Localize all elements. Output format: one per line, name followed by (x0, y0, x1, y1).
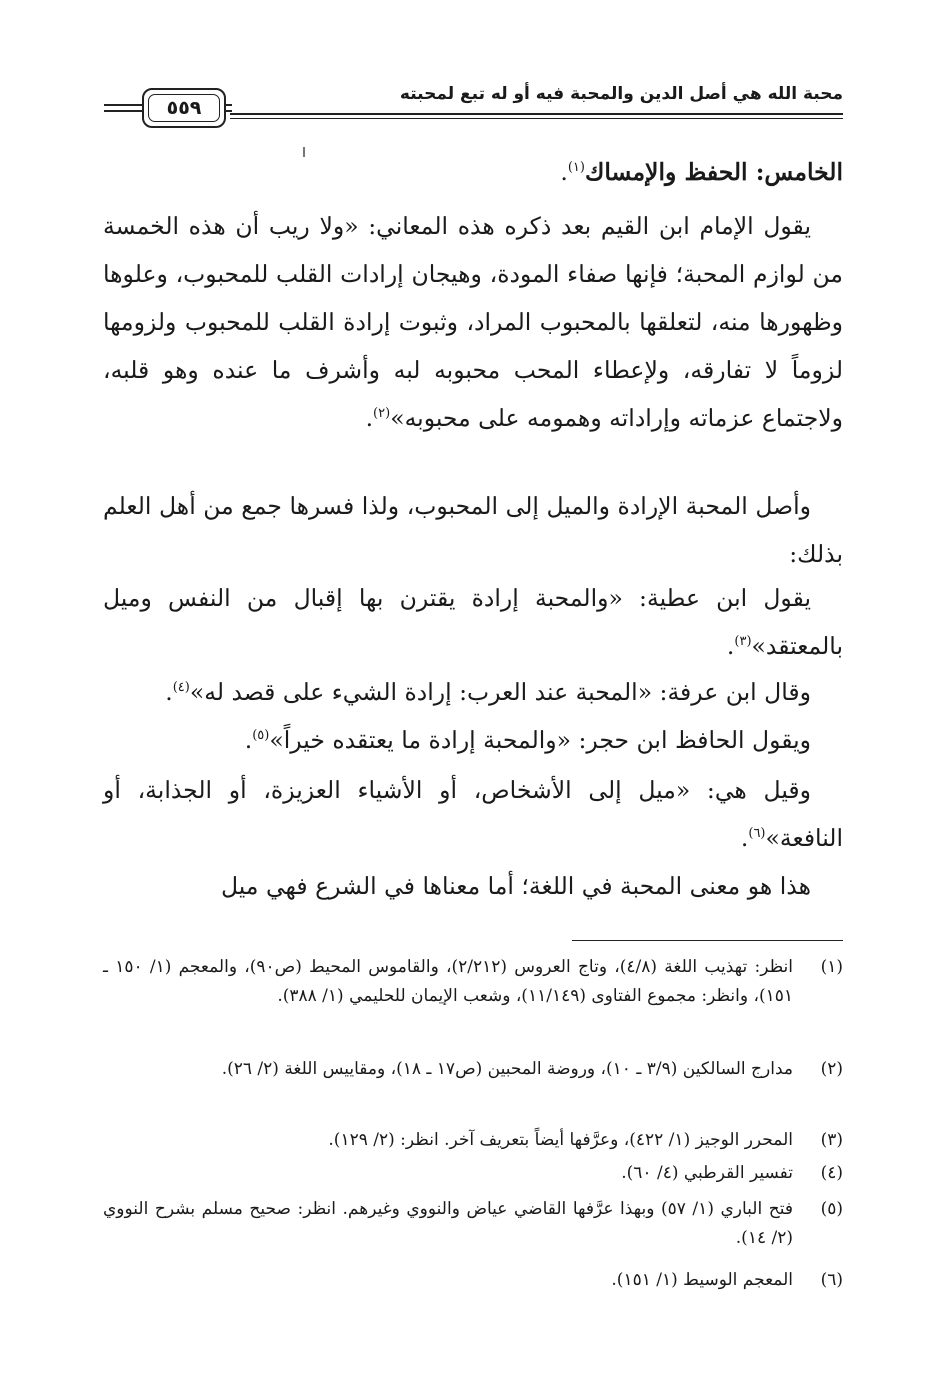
scan-mark (303, 147, 305, 157)
footnote (103, 1126, 843, 1155)
footnote-text: انظر: تهذيب اللغة (٤/٨)، وتاج العروس (٢/٢١٢)، والقاموس المحيط (ص٩٠)، والمعجم (١/ ١٥٠ ـ ١٥١)، وانظر: مجموع الفتاوى (١١/١٤٩)، وشعب الإيمان للحليمي (١/ ٣٨٨). (103, 957, 793, 1006)
section-heading (103, 148, 843, 196)
footnote-ref: (٢) (373, 406, 391, 422)
paragraph-text: وقيل هي: «ميل إلى الأشخاص، أو الأشياء العزيزة، أو الجذابة، أو النافعة» (103, 776, 843, 852)
quote-paragraph (103, 668, 843, 716)
period: . (365, 404, 374, 432)
footnote-ref: (٦) (748, 826, 766, 842)
paragraph-text: وأصل المحبة الإرادة والميل إلى المحبوب، ولذا فسرها جمع من أهل العلم بذلك: (103, 492, 843, 568)
header-rule (230, 113, 843, 115)
page-number: ٥٥٩ (148, 94, 220, 122)
period: . (165, 678, 173, 706)
footnote-separator (572, 940, 843, 941)
paragraph (103, 202, 843, 442)
paragraph-text: هذا هو معنى المحبة في اللغة؛ أما معناها في الشرع فهي ميل (221, 872, 811, 900)
footnote-number: (١) (820, 957, 843, 977)
footnote-number: (٥) (820, 1199, 843, 1219)
paragraph-text: وقال ابن عرفة: «المحبة عند العرب: إرادة الشيء على قصد له» (189, 678, 811, 706)
quote-paragraph (103, 766, 843, 862)
footnote-ref: (٣) (734, 634, 752, 650)
footnote-ref: (١) (567, 160, 585, 176)
footnote-number: (٣) (820, 1130, 843, 1150)
period: . (244, 726, 253, 754)
quote-paragraph (103, 716, 843, 764)
quote-paragraph (103, 574, 843, 670)
heading-period: . (560, 158, 568, 186)
paragraph-text: يقول ابن عطية: «والمحبة إرادة يقترن بها إقبال من النفس وميل بالمعتقد» (103, 584, 843, 660)
footnote-number: (٦) (820, 1270, 843, 1290)
footnote-text: مدارج السالكين (٣/٩ ـ ١٠)، وروضة المحبين (ص١٧ ـ ١٨)، ومقاييس اللغة (٢/ ٢٦). (221, 1059, 793, 1079)
footnote-text: فتح الباري (١/ ٥٧) وبهذا عرَّفها القاضي عياض والنووي وغيرهم. انظر: صحيح مسلم بشرح النووي (٢/ ١٤). (103, 1199, 793, 1248)
period: . (740, 824, 749, 852)
paragraph (103, 482, 843, 578)
paragraph-text: ويقول الحافظ ابن حجر: «والمحبة إرادة ما يعتقده خيراً» (269, 726, 811, 754)
footnote-number: (٢) (820, 1059, 843, 1079)
footnote-text: المعجم الوسيط (١/ ١٥١). (611, 1270, 793, 1290)
footnote-text: تفسير القرطبي (٤/ ٦٠). (621, 1163, 793, 1183)
footnote (103, 1266, 843, 1295)
footnote-text: المحرر الوجيز (١/ ٤٢٢)، وعرَّفها أيضاً بتعريف آخر. انظر: (٢/ ١٢٩). (328, 1130, 793, 1150)
page-number-frame (142, 88, 226, 128)
period: . (726, 632, 735, 660)
footnote (103, 1159, 843, 1188)
footnote (103, 1055, 843, 1084)
footnote-ref: (٥) (252, 728, 270, 744)
footnote-ref: (٤) (172, 680, 190, 696)
running-title: محبة الله هي أصل الدين والمحبة فيه أو له تبع لمحبته (399, 84, 843, 104)
footnote (103, 1195, 843, 1253)
header-ornament-left (104, 104, 144, 116)
paragraph-text: يقول الإمام ابن القيم بعد ذكره هذه المعاني: «ولا ريب أن هذه الخمسة من لوازم المحبة؛ فإنها صفاء المودة، وهيجان إرادات القلب للمحبوب، وعلوها وظهورها منه، لتعلقها بالمحبوب المراد، وثبوت إرادة القلب للمحبوب ولزومها لزوماً لا تفارقه، ولإعطاء المحب محبوبه لبه وأشرف ما عنده وهو قلبه، ولاجتماع عزماته وإراداته وهمومه على محبوبه» (103, 212, 843, 432)
header-rule-thin (230, 118, 843, 119)
footnote (103, 953, 843, 1011)
paragraph (103, 862, 843, 910)
footnote-number: (٤) (820, 1163, 843, 1183)
heading-text: الخامس: الحفظ والإمساك (584, 158, 843, 186)
header-ornament-right (226, 104, 232, 116)
